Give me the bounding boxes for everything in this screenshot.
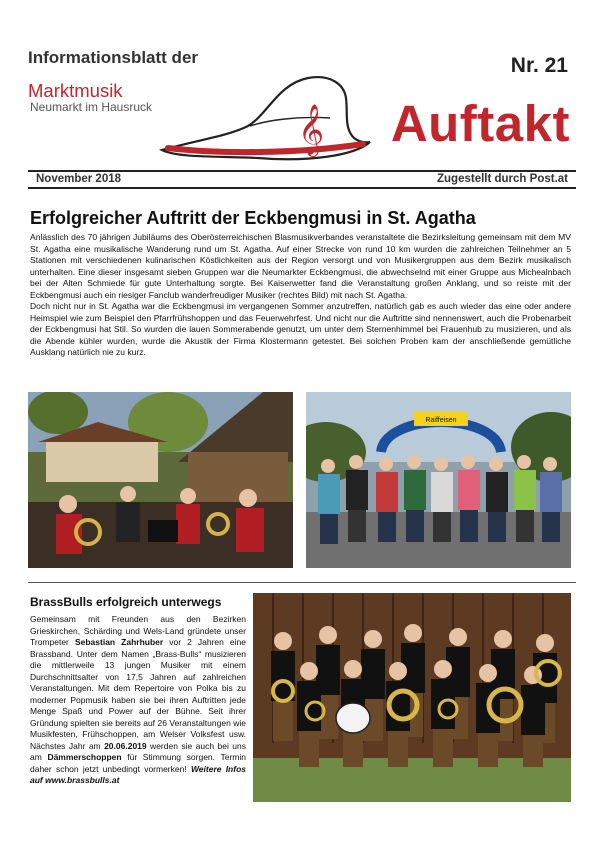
masthead-info-line: Informationsblatt der: [28, 48, 199, 67]
brassband-photo-icon: [253, 593, 571, 802]
event-name: Dämmerschoppen: [47, 752, 122, 762]
banner-text: Raiffeisen: [425, 417, 457, 424]
more-info-link[interactable]: Weitere Infos auf www.brassbulls.at: [30, 763, 247, 785]
newsletter-title: Auftakt: [390, 95, 570, 152]
header-rule-bottom: [28, 187, 576, 189]
delivery-note: Zugestellt durch Post.at: [437, 173, 568, 185]
photo-eckbengmusi-playing: [28, 392, 293, 568]
band-name: Marktmusik: [28, 80, 123, 101]
article2-text-1: Gemeinsam mit Freunden aus den Bezirken Grieskirchen, Schärding und Wels-Land gründete unser Trompeter: [30, 614, 246, 647]
article2-title: BrassBulls erfolgreich unterwegs: [30, 595, 222, 609]
group-photo-icon: [306, 392, 571, 568]
article1-title: Erfolgreicher Auftritt der Eckbengmusi in St. Agatha: [30, 208, 476, 228]
article1-body: [30, 232, 571, 359]
header-rule-top: [28, 170, 576, 172]
article2-text-2: vor 2 Jahren eine Brassband. Unter dem Namen „Brass-Bulls“ musizieren die mittlerweile 13 jungen Musiker mit einem Durchschnittsalter von 17,5 Jahren auf zahlreichen Veranstaltungen. Mit dem Repertoire von Polka bis zu moderner Popmusik haben sie bei ihren Auftritten jede Menge Spaß und Power auf der Bühne. Seit ihrer Gründung spielten sie bereits auf 26 Veranstaltungen wie Musikfesten, Frühschoppen, am Welser Volksfest usw. Nächstes Jahr am: [30, 637, 246, 751]
event-date: 20.06.2019: [104, 740, 147, 751]
issue-number: Nr. 21: [510, 54, 568, 77]
article2-text-3: werden sie auch bei uns am: [30, 740, 246, 762]
section-divider: [28, 582, 576, 583]
musicians-photo-icon: [28, 392, 293, 568]
band-location: Neumarkt im Hausruck: [30, 100, 153, 114]
article1-paragraph-1: Anlässlich des 70 jährigen Jubiläums des Oberösterreichischen Blasmusikverbandes veranstaltete die Bezirksleitung gemeinsam mit dem MV St. Agatha eine musikalische Wanderung rund um St. Agatha. Auf einer Strecke von rund 10 km wurden die zahlreichen Teilnehmer an 5 Stationen mit verschiedenen kulinarischen Köstlichkeiten aus der Region versorgt und von Musikergruppen aus dem Bezirk musikalisch unterhalten. Eine dieser insgesamt sieben Gruppen war die Neumarkter Eckbengmusi, die abwechselnd mit einer Gruppe aus Michealnbach bei der Alten Schmiede für gute Unterhaltung sorgte. Bei Kaiserwetter fand die Veranstaltung großen Anklang, und so reiste mit der Eckbengmusi auch ein riesiger Fanclub wanderfreudiger Musiker (rechtes Bild) mit nach St. Agatha.: [30, 232, 571, 300]
photo-brassbulls-band: [253, 593, 571, 802]
issue-date: November 2018: [36, 173, 122, 185]
article1-paragraph-2: Doch nicht nur in St. Agatha war die Eckbengmusi im vergangenen Sommer anzutreffen, natürlich gab es auch wieder das eine oder andere Heimspiel wie zum Beispiel den Pfarrfrühshoppen und das Feuerwehrfest. Und nicht nur die Auftritte sind nennenswert, auch die Probenarbeit der Eckbengmusi hat Stil. So wurden die lauen Sommerabende genutzt, um unter dem Sternenhimmel bei Frauenhub zu musizieren, und als die Abende kühler wurden, wurde die Akustik der Firma Klostermann getestet. Bei solchen Proben kam der anschließende gemütliche Ausklang natürlich nie zu kurz.: [30, 301, 571, 358]
hat-logo-icon: [158, 70, 373, 162]
masthead: [28, 44, 576, 170]
article2-body: [30, 614, 246, 787]
svg-text:𝄞: 𝄞: [298, 104, 325, 155]
article2-text-4: für Stimmung sorgen. Termin daher schon jetzt unbedingt vormerken!: [30, 752, 246, 774]
photo-fanclub-group: [306, 392, 571, 568]
trumpeter-name: Sebastian Zahrhuber: [74, 637, 164, 647]
